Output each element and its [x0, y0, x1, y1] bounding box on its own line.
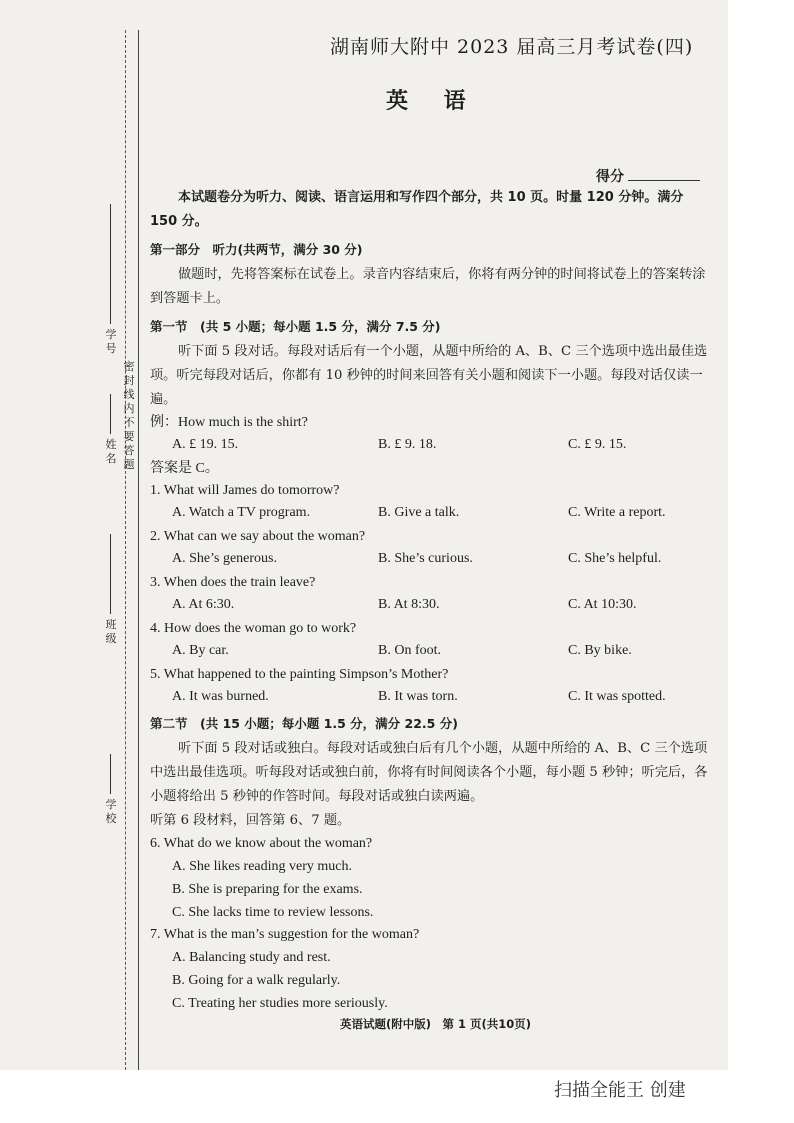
section1-title: 第一节 (共 5 小题；每小题 1.5 分，满分 7.5 分) — [150, 319, 441, 334]
part1-heading — [150, 238, 710, 263]
q1-option-c: C. Write a report. — [568, 505, 666, 520]
q4-option-a: A. By car. — [172, 643, 229, 658]
class-label: 班 级 — [105, 618, 117, 645]
question-4: 4. How does the woman go to work? — [150, 621, 357, 636]
exam-title: 湖南师大附中 2023 届高三月考试卷(四) — [330, 36, 694, 58]
section1-heading — [150, 315, 710, 340]
question-2-options — [172, 548, 710, 570]
part1-title: 第一部分 听力(共两节，满分 30 分) — [150, 242, 363, 257]
subject-title: 英 语 — [386, 89, 480, 114]
example-option-b: B. £ 9. 18. — [378, 437, 437, 452]
student-id-field — [102, 200, 120, 356]
q7-option-a: A. Balancing study and rest. — [172, 950, 331, 965]
question-5: 5. What happened to the painting Simpson’s Mother? — [150, 667, 449, 682]
example-answer: 答案是 C。 — [150, 461, 219, 476]
section1-instruction: 听下面 5 段对话。每段对话后有一个小题，从题中所给的 A、B、C 三个选项中选出最佳选项。听完每段对话后，你都有 10 秒钟的时间来回答有关小题和阅读下一小题。每段对话仅读一遍。 — [150, 344, 708, 407]
q4-option-c: C. By bike. — [568, 643, 632, 658]
q5-option-c: C. It was spotted. — [568, 689, 666, 704]
q7-option-b: B. Going for a walk regularly. — [172, 973, 341, 988]
q3-option-a: A. At 6:30. — [172, 597, 235, 612]
q2-option-a: A. She’s generous. — [172, 551, 277, 566]
q3-option-b: B. At 8:30. — [378, 597, 440, 612]
q4-option-b: B. On foot. — [378, 643, 441, 658]
q5-option-b: B. It was torn. — [378, 689, 458, 704]
question-4-options — [172, 640, 710, 662]
question-1: 1. What will James do tomorrow? — [150, 483, 340, 498]
binding-sidebar — [80, 30, 150, 1070]
class-field — [102, 530, 120, 646]
example-question: 例：How much is the shirt? — [150, 415, 308, 430]
question-1-options — [172, 502, 710, 524]
name-field — [102, 390, 120, 466]
score-field — [596, 166, 700, 186]
score-blank — [628, 180, 700, 181]
example-option-a: A. £ 19. 15. — [172, 437, 239, 452]
question-3: 3. When does the train leave? — [150, 575, 316, 590]
example-option-c: C. £ 9. 15. — [568, 437, 627, 452]
q6-option-a: A. She likes reading very much. — [172, 859, 353, 874]
seal-line-dashed — [125, 30, 126, 1070]
seal-line-solid — [138, 30, 139, 1070]
q1-option-a: A. Watch a TV program. — [172, 505, 311, 520]
q1-option-b: B. Give a talk. — [378, 505, 460, 520]
score-label: 得分 — [596, 169, 624, 185]
school-field — [102, 750, 120, 826]
question-2: 2. What can we say about the woman? — [150, 529, 366, 544]
question-5-options — [172, 686, 710, 708]
section2-title: 第二节 (共 15 小题；每小题 1.5 分，满分 22.5 分) — [150, 716, 458, 731]
exam-content — [150, 186, 710, 1015]
school-label: 学 校 — [105, 798, 117, 825]
q6-option-c: C. She lacks time to review lessons. — [172, 905, 374, 920]
q2-option-b: B. She’s curious. — [378, 551, 473, 566]
section2-heading — [150, 712, 710, 737]
q7-option-c: C. Treating her studies more seriously. — [172, 996, 388, 1011]
q6-option-b: B. She is preparing for the exams. — [172, 882, 363, 897]
question-6: 6. What do we know about the woman? — [150, 836, 373, 851]
student-id-label: 学 号 — [105, 328, 117, 355]
seal-note: 密封线内不要答题 — [123, 360, 135, 471]
material-6-note: 听第 6 段材料，回答第 6、7 题。 — [150, 813, 351, 828]
section2-instruction: 听下面 5 段对话或独白。每段对话或独白后有几个小题，从题中所给的 A、B、C 三个选项中选出最佳选项。听每段对话或独白前，你将有时间阅读各个小题，每小题 5 秒钟；听完后，各小题将给出 5 秒钟的作答时间。每段对话或独白读两遍。 — [150, 741, 708, 804]
intro-text: 本试题卷分为听力、阅读、语言运用和写作四个部分，共 10 页。时量 120 分钟。满分 150 分。 — [150, 190, 684, 229]
q5-option-a: A. It was burned. — [172, 689, 269, 704]
question-7: 7. What is the man’s suggestion for the woman? — [150, 927, 420, 942]
name-label: 姓 名 — [105, 438, 117, 465]
example-options — [172, 434, 710, 456]
scanner-watermark: 扫描全能王 创建 — [554, 1080, 686, 1101]
page-footer: 英语试题(附中版) 第 1 页(共10页) — [340, 1017, 532, 1031]
question-3-options — [172, 594, 710, 616]
q3-option-c: C. At 10:30. — [568, 597, 637, 612]
q2-option-c: C. She’s helpful. — [568, 551, 662, 566]
part1-instruction: 做题时，先将答案标在试卷上。录音内容结束后，你将有两分钟的时间将试卷上的答案转涂到答题卡上。 — [150, 267, 706, 306]
